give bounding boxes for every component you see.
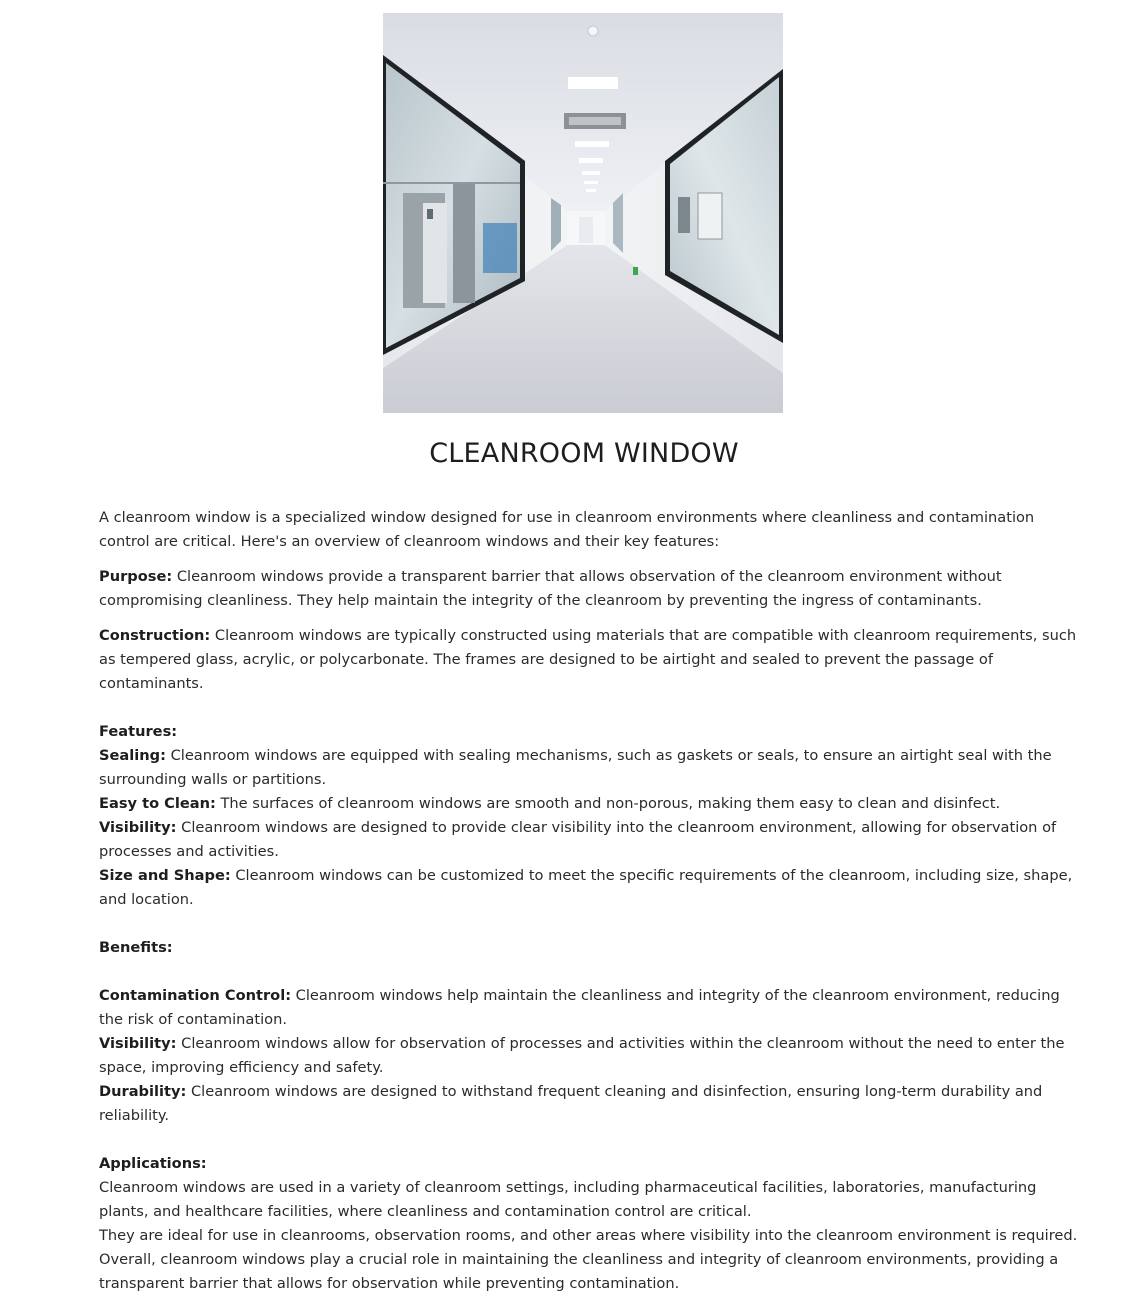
applications-line: Overall, cleanroom windows play a crucial role in maintaining the cleanliness and integrity of cleanroom environments, providing a transparent barrier that allows for observation while preventing contamination. bbox=[99, 1251, 1059, 1292]
purpose-text: Cleanroom windows provide a transparent barrier that allows observation of the cleanroom environment without compromising cleanliness. They help maintain the integrity of the cleanroom by preventing the ingress of contaminants. bbox=[99, 568, 1002, 609]
feature-text: Cleanroom windows are designed to provide clear visibility into the cleanroom environment, allowing for observation of processes and activities. bbox=[99, 819, 1057, 860]
applications-line: Cleanroom windows are used in a variety of cleanroom settings, including pharmaceutical facilities, laboratories, manufacturing plants, and healthcare facilities, where cleanliness and contamination control are critical. bbox=[99, 1179, 1037, 1220]
feature-label: Visibility: bbox=[99, 819, 177, 836]
benefit-label: Contamination Control: bbox=[99, 987, 292, 1004]
feature-item bbox=[99, 792, 1079, 816]
benefit-item bbox=[99, 1080, 1079, 1128]
feature-label: Size and Shape: bbox=[99, 867, 231, 884]
feature-text: Cleanroom windows can be customized to meet the specific requirements of the cleanroom, including size, shape, and location. bbox=[99, 867, 1073, 908]
construction-text: Cleanroom windows are typically constructed using materials that are compatible with cleanroom requirements, such as tempered glass, acrylic, or polycarbonate. The frames are designed to be airtight and sealed to prevent the passage of contaminants. bbox=[99, 627, 1077, 692]
feature-text: The surfaces of cleanroom windows are smooth and non-porous, making them easy to clean and disinfect. bbox=[215, 795, 1001, 812]
benefit-label: Visibility: bbox=[99, 1035, 177, 1052]
benefits-heading-text: Benefits: bbox=[99, 939, 173, 956]
benefit-item bbox=[99, 1032, 1079, 1080]
purpose-label: Purpose: bbox=[99, 568, 173, 585]
applications-line: They are ideal for use in cleanrooms, observation rooms, and other areas where visibility into the cleanroom environment is required. bbox=[99, 1227, 1078, 1244]
construction-label: Construction: bbox=[99, 627, 211, 644]
construction-paragraph bbox=[99, 624, 1079, 696]
benefit-text: Cleanroom windows are designed to withstand frequent cleaning and disinfection, ensuring long-term durability and reliability. bbox=[99, 1083, 1043, 1124]
feature-text: Cleanroom windows are equipped with sealing mechanisms, such as gaskets or seals, to ensure an airtight seal with the surrounding walls or partitions. bbox=[99, 747, 1052, 788]
features-heading bbox=[99, 720, 1079, 744]
hero-image bbox=[383, 13, 783, 413]
benefits-heading bbox=[99, 936, 1079, 960]
purpose-paragraph bbox=[99, 565, 1079, 613]
feature-item bbox=[99, 864, 1079, 912]
applications-heading bbox=[99, 1152, 1079, 1176]
intro-paragraph: A cleanroom window is a specialized window designed for use in cleanroom environments where cleanliness and contamination control are critical. Here's an overview of cleanroom windows and their key features: bbox=[99, 509, 1035, 550]
feature-label: Sealing: bbox=[99, 747, 166, 764]
benefit-item bbox=[99, 984, 1079, 1032]
cleanroom-corridor-illustration bbox=[383, 13, 783, 413]
feature-item bbox=[99, 816, 1079, 864]
page-title: CLEANROOM WINDOW bbox=[429, 438, 739, 469]
features-heading-text: Features: bbox=[99, 723, 178, 740]
benefit-text: Cleanroom windows allow for observation of processes and activities within the cleanroom without the need to enter the space, improving efficiency and safety. bbox=[99, 1035, 1065, 1076]
feature-label: Easy to Clean: bbox=[99, 795, 216, 812]
applications-heading-text: Applications: bbox=[99, 1155, 207, 1172]
feature-item bbox=[99, 744, 1079, 792]
benefit-text: Cleanroom windows help maintain the cleanliness and integrity of the cleanroom environment, reducing the risk of contamination. bbox=[99, 987, 1060, 1028]
article-body bbox=[99, 506, 1079, 1296]
benefit-label: Durability: bbox=[99, 1083, 187, 1100]
